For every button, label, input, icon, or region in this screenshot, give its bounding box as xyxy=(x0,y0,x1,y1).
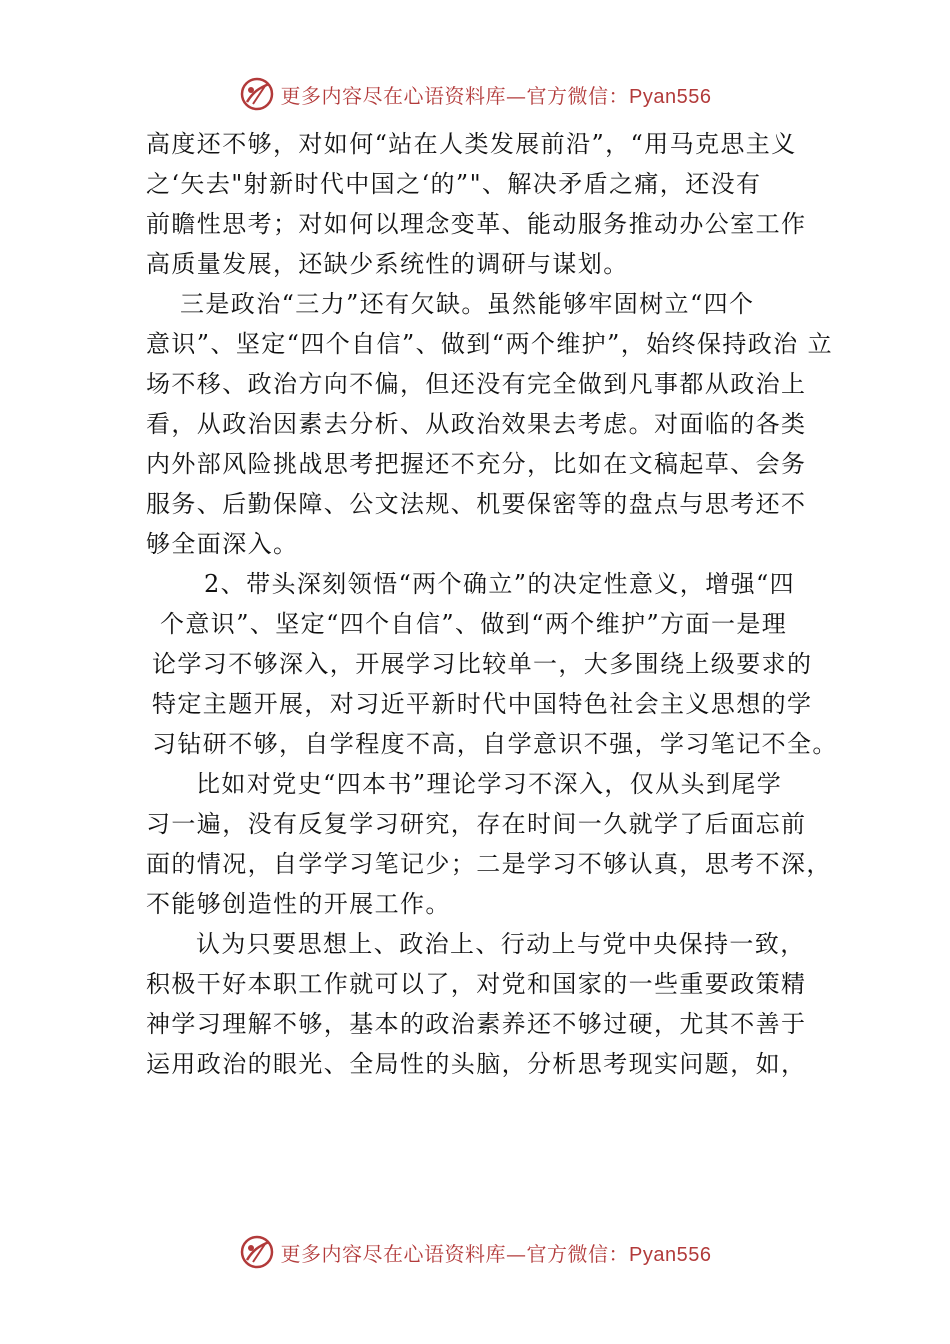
text-line: 认为只要思想上、政治上、行动上与党中央保持一致， xyxy=(196,930,806,958)
banner-official-label: 官方微信： xyxy=(526,83,630,108)
text-line: 之‘矢去"射新时代中国之‘的”"、解决矛盾之痛，还没有 xyxy=(146,170,762,198)
text-line: 神学习理解不够，基本的政治素养还不够过硬，尤其不善于 xyxy=(146,1010,807,1038)
banner-title: 更多内容尽在心语资料库 xyxy=(280,1241,507,1266)
text-line: 场不移、政治方向不偏，但还没有完全做到凡事都从政治上 xyxy=(146,370,807,398)
text-line: 个意识”、坚定“四个自信”、做到“两个维护”方面一是理 xyxy=(160,610,788,638)
text-line: 意识”、坚定“四个自信”、做到“两个维护”，始终保持政治 立 xyxy=(146,330,833,358)
banner-separator: — xyxy=(506,1241,527,1266)
text-line: 内外部风险挑战思考把握还不充分，比如在文稿起草、会务 xyxy=(146,450,807,478)
banner-official-label: 官方微信： xyxy=(526,1241,630,1266)
header-banner xyxy=(0,72,950,116)
text-line: 不能够创造性的开展工作。 xyxy=(146,890,451,918)
text-line: 2、带头深刻领悟“两个确立”的决定性意义，增强“四 xyxy=(204,570,796,598)
text-line: 高度还不够，对如何“站在人类发展前沿”，“用马克思主义 xyxy=(146,130,797,158)
text-line: 习一遍，没有反复学习研究，存在时间一久就学了后面忘前 xyxy=(146,810,807,838)
banner-text xyxy=(281,80,712,109)
document-body xyxy=(146,124,838,1084)
banner-title: 更多内容尽在心语资料库 xyxy=(280,83,507,108)
text-line: 积极干好本职工作就可以了，对党和国家的一些重要政策精 xyxy=(146,970,807,998)
text-line: 看，从政治因素去分析、从政治效果去考虑。对面临的各类 xyxy=(146,410,807,438)
banner-wechat-id: Pyan556 xyxy=(629,1243,712,1266)
text-line: 运用政治的眼光、全局性的头脑，分析思考现实问题，如， xyxy=(146,1050,807,1078)
banner-wechat-id: Pyan556 xyxy=(629,85,712,108)
banner-text xyxy=(281,1238,712,1267)
footer-banner xyxy=(0,1230,950,1274)
text-line: 三是政治“三力”还有欠缺。虽然能够牢固树立“四个 xyxy=(180,290,755,318)
text-line: 比如对党史“四本书”理论学习不深入，仅从头到尾学 xyxy=(196,770,783,798)
text-line: 论学习不够深入，开展学习比较单一，大多围绕上级要求的 xyxy=(152,650,813,678)
logo-icon xyxy=(239,76,275,112)
logo-icon xyxy=(239,1234,275,1270)
text-line: 习钻研不够，自学程度不高，自学意识不强，学习笔记不全。 xyxy=(152,730,838,758)
text-line: 面的情况，自学学习笔记少；二是学习不够认真，思考不深， xyxy=(146,850,832,878)
text-line: 前瞻性思考；对如何以理念变革、能动服务推动办公室工作 xyxy=(146,210,807,238)
banner-separator: — xyxy=(506,83,527,108)
text-line: 服务、后勤保障、公文法规、机要保密等的盘点与思考还不 xyxy=(146,490,807,518)
text-line: 够全面深入。 xyxy=(146,530,299,558)
text-line: 高质量发展，还缺少系统性的调研与谋划。 xyxy=(146,250,629,278)
text-line: 特定主题开展，对习近平新时代中国特色社会主义思想的学 xyxy=(152,690,813,718)
